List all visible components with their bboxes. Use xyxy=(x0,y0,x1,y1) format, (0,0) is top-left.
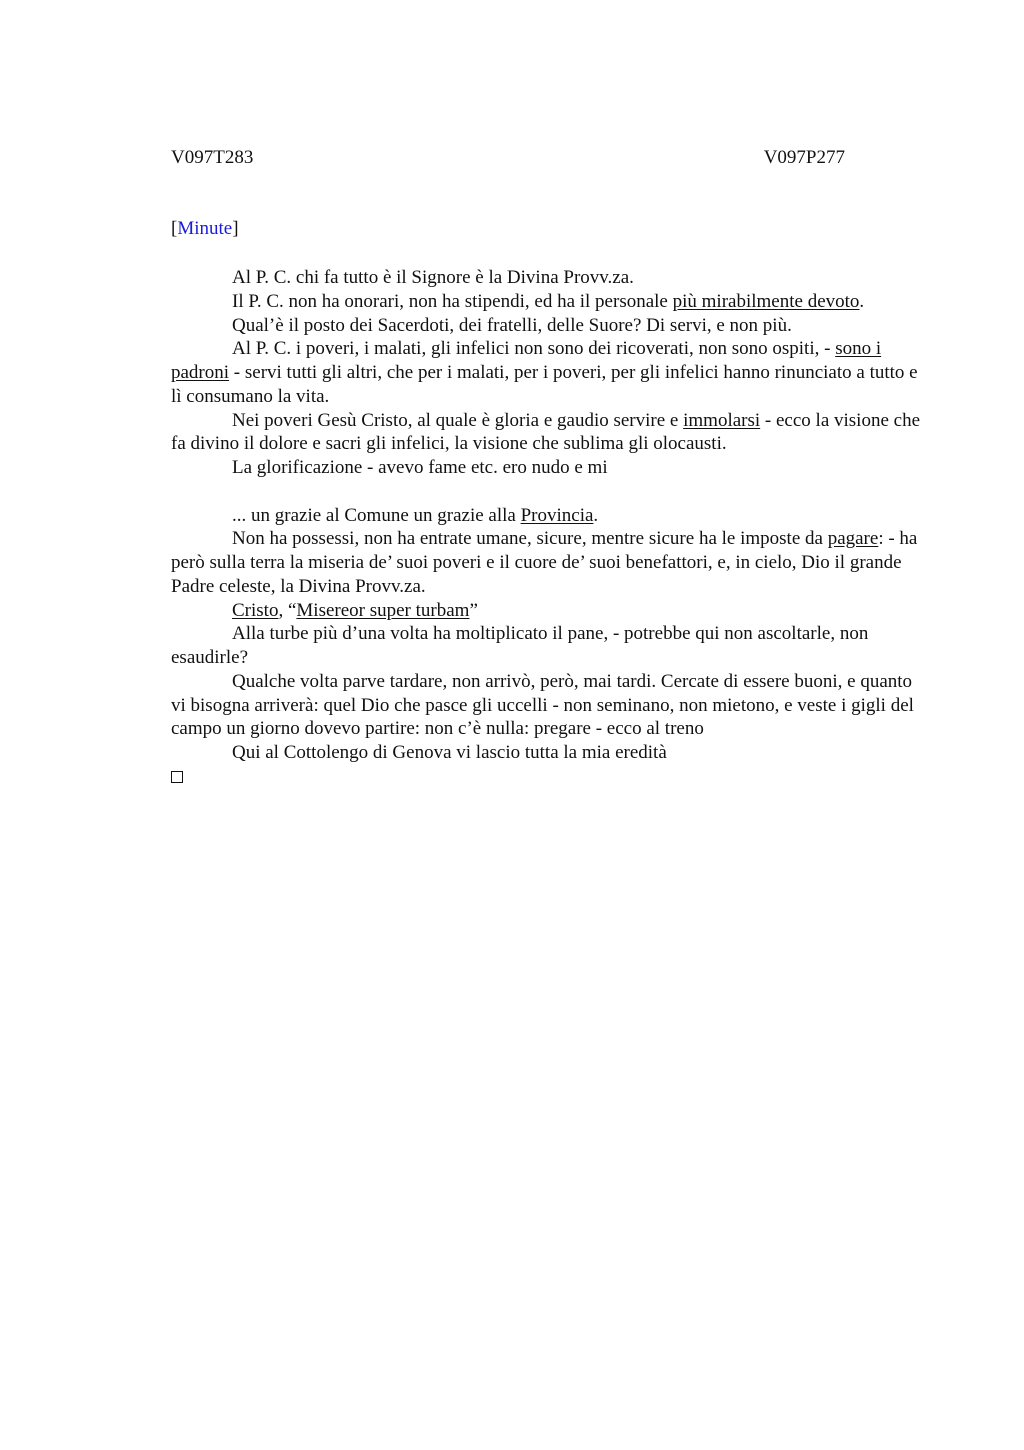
square-outline-icon xyxy=(171,771,183,783)
paragraph-5-text-b: - ecco la visione che fa divino il dolore e sacri gli infelici, la visione che sublima gli olocausti. xyxy=(171,409,921,455)
paragraph-3: Qual’è il posto dei Sacerdoti, dei fratelli, delle Suore? Di servi, e non più. xyxy=(232,314,792,336)
paragraph-5-underlined: immolarsi xyxy=(683,409,761,431)
paragraph-7 xyxy=(171,504,931,528)
paragraph-12: Qui al Cottolengo di Genova vi lascio tutta la mia eredità xyxy=(232,742,667,763)
paragraph-8-text-b: : - ha però sulla terra la miseria de’ suoi poveri e il cuore de’ suoi benefattori, e, in cielo, Dio il grande Padre celeste, la Divina Provv.za. xyxy=(171,528,918,597)
paragraph-9-text-a: , “ xyxy=(278,599,297,621)
bracket-close: ] xyxy=(232,218,239,239)
paragraph-2 xyxy=(171,290,931,314)
paragraph-8 xyxy=(171,527,931,598)
paragraph-4-text-a: Al P. C. i poveri, i malati, gli infelici non sono dei ricoverati, non sono ospiti, - xyxy=(232,338,836,360)
paragraph-gap xyxy=(171,480,931,504)
paragraph-4-underlined: sono i padroni xyxy=(171,338,882,383)
paragraph-9-text-b: ” xyxy=(469,599,478,621)
minute-link[interactable]: Minute xyxy=(177,218,233,239)
paragraph-6: La glorificazione - avevo fame etc. ero nudo e mi xyxy=(232,457,608,478)
paragraph-2-underlined: più mirabilmente devoto xyxy=(672,290,860,312)
paragraph-5 xyxy=(171,409,931,457)
paragraph-11: Qualche volta parve tardare, non arrivò, però, mai tardi. Cercate di essere buoni, e quanto vi bisogna arriverà: quel Dio che pasce gli uccelli - non seminano, non mietono, e veste i gigli del campo un giorno dovevo partire: non c’è nulla: pregare - ecco al treno xyxy=(171,670,914,740)
paragraph-9-underlined-2: Misereor super turbam xyxy=(296,599,470,621)
paragraph-8-underlined: pagare xyxy=(827,528,879,550)
paragraph-2-text-b: . xyxy=(859,290,865,312)
document-code-right: V097P277 xyxy=(763,147,845,168)
paragraph-4-text-b: - servi tutti gli altri, che per i malati, per i poveri, per gli infelici hanno rinunciato a tutto e lì consumano la vita. xyxy=(171,362,918,407)
paragraph-4 xyxy=(171,337,931,408)
page-header xyxy=(171,147,845,169)
document-code-left: V097T283 xyxy=(171,147,254,168)
paragraph-7-text-b: . xyxy=(593,504,599,526)
paragraph-10: Alla turbe più d’una volta ha moltiplicato il pane, - potrebbe qui non ascoltarle, non esaudirle? xyxy=(171,623,869,668)
end-marker xyxy=(171,765,931,790)
paragraph-7-underlined: Provincia xyxy=(520,504,594,526)
paragraph-9 xyxy=(171,599,931,623)
paragraph-1: Al P. C. chi fa tutto è il Signore è la Divina Provv.za. xyxy=(232,267,634,288)
paragraph-7-text-a: ... un grazie al Comune un grazie alla xyxy=(232,504,521,526)
bracket-open: [ xyxy=(171,218,178,239)
document-body xyxy=(171,266,931,790)
paragraph-5-text-a: Nei poveri Gesù Cristo, al quale è gloria e gaudio servire e xyxy=(232,409,684,431)
paragraph-9-underlined-1: Cristo xyxy=(232,599,279,621)
section-label xyxy=(171,218,239,240)
paragraph-8-text-a: Non ha possessi, non ha entrate umane, sicure, mentre sicure ha le imposte da xyxy=(232,528,828,550)
paragraph-2-text-a: Il P. C. non ha onorari, non ha stipendi, ed ha il personale xyxy=(232,290,673,312)
